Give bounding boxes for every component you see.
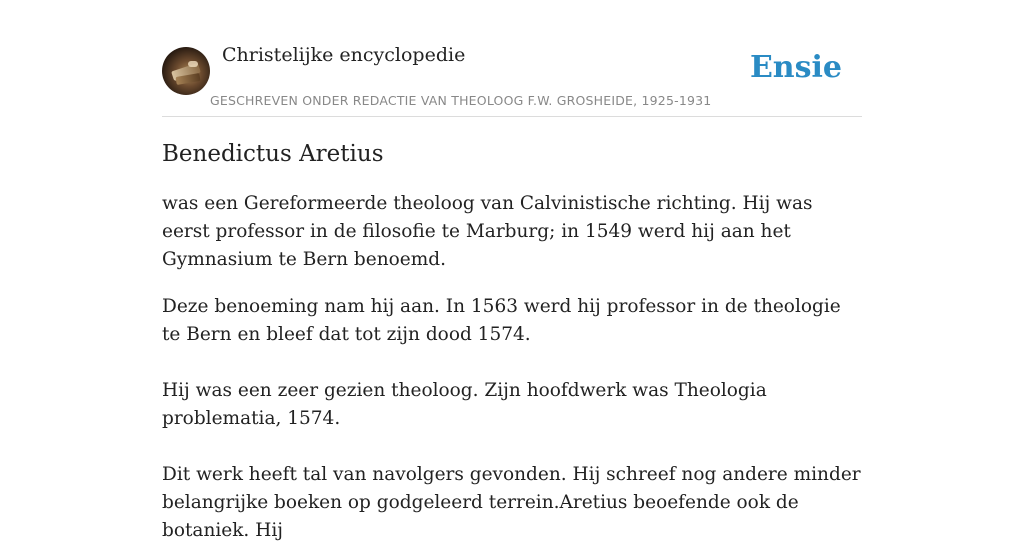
article-paragraph-3: Hij was een zeer gezien theoloog. Zijn hoofdwerk was Theologia problematia, 1574. — [162, 380, 767, 429]
paragraph-spacer — [162, 433, 862, 461]
article-paragraph-1: was een Gereformeerde theoloog van Calvinistische richting. Hij was eerst professor in de filosofie te Marburg; in 1549 werd hij aan het Gymnasium te Bern benoemd. — [162, 193, 813, 270]
article-paragraph-4: Dit werk heeft tal van navolgers gevonden. Hij schreef nog andere minder belangrijke boeken op godgeleerd terrein.Aretius beoefende ook de botaniek. Hij — [162, 464, 861, 541]
site-title[interactable]: Christelijke encyclopedie — [222, 44, 466, 66]
article-title: Benedictus Aretius — [162, 141, 384, 167]
paragraph-spacer — [162, 349, 862, 377]
brand-logo[interactable]: Ensie — [749, 50, 842, 85]
encyclopedia-avatar[interactable] — [162, 47, 210, 95]
article — [162, 138, 862, 545]
site-header — [162, 0, 862, 117]
article-paragraph-2: Deze benoeming nam hij aan. In 1563 werd hij professor in de theologie te Bern en bleef dat tot zijn dood 1574. — [162, 296, 841, 345]
paragraph-spacer — [162, 274, 862, 293]
highlight-shape — [188, 61, 198, 67]
site-subtitle: GESCHREVEN ONDER REDACTIE VAN THEOLOOG F.W. GROSHEIDE, 1925-1931 — [210, 93, 712, 108]
